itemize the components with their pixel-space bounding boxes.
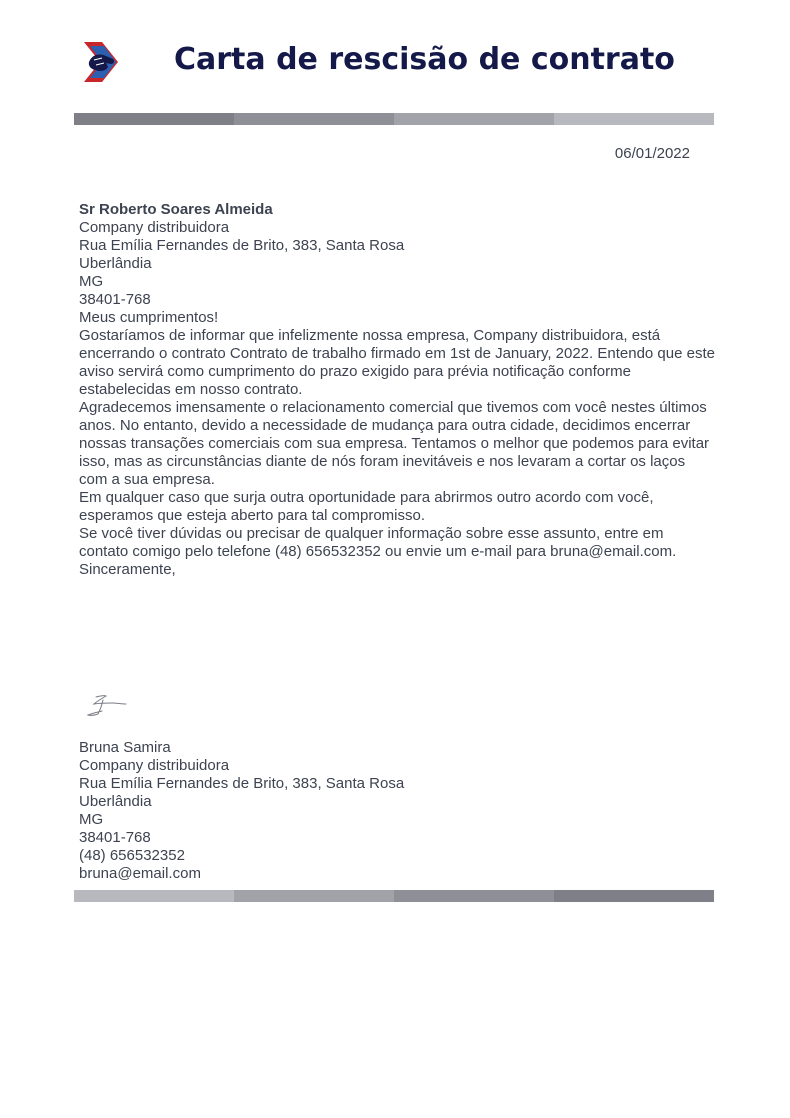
divider-segment xyxy=(394,890,554,902)
divider-segment xyxy=(554,890,714,902)
letter-body xyxy=(79,201,715,579)
recipient-street: Rua Emília Fernandes de Brito, 383, Santa Rosa xyxy=(79,237,405,254)
sender-block xyxy=(79,739,404,883)
divider-segment xyxy=(554,113,714,125)
divider-segment xyxy=(394,113,554,125)
closing: Sinceramente, xyxy=(79,561,176,578)
greeting: Meus cumprimentos! xyxy=(79,309,219,326)
recipient-company: Company distribuidora xyxy=(79,219,230,236)
sender-city: Uberlândia xyxy=(79,793,152,810)
letter-date: 06/01/2022 xyxy=(614,145,690,162)
page-title: Carta de rescisão de contrato xyxy=(174,42,675,77)
signature-image xyxy=(84,690,130,720)
paragraph: Gostaríamos de informar que infelizmente nossa empresa, Company distribuidora, está encerrando o contrato Contrato de trabalho firmado em 1st de January, 2022. Entendo que este aviso servirá como cumprimento do prazo exigido para prévia notificação conforme estabelecidas em nosso contrato. xyxy=(79,327,715,398)
divider-segment xyxy=(74,113,234,125)
sender-email: bruna@email.com xyxy=(79,865,201,882)
divider-segment xyxy=(234,113,394,125)
divider-segment xyxy=(234,890,394,902)
sender-company: Company distribuidora xyxy=(79,757,230,774)
recipient-city: Uberlândia xyxy=(79,255,152,272)
sender-state: MG xyxy=(79,811,104,828)
paragraph: Agradecemos imensamente o relacionamento comercial que tivemos com você nestes últimos anos. No entanto, devido a necessidade de mudança para outra cidade, decidimos encerrar nossas transações comerciais com sua empresa. Tentamos o melhor que podemos para evitar isso, mas as circunstâncias diante de nós foram inevitáveis e nos levaram a cortar os laços com a sua empresa. xyxy=(79,399,710,488)
recipient-state: MG xyxy=(79,273,104,290)
paragraph: Se você tiver dúvidas ou precisar de qualquer informação sobre esse assunto, entre em contato comigo pelo telefone (48) 656532352 ou envie um e-mail para bruna@email.com. xyxy=(79,525,677,560)
footer-divider-bar xyxy=(74,890,714,902)
recipient-name: Sr Roberto Soares Almeida xyxy=(79,201,273,218)
sender-phone: (48) 656532352 xyxy=(79,847,185,864)
sender-street: Rua Emília Fernandes de Brito, 383, Santa Rosa xyxy=(79,775,405,792)
recipient-zip: 38401-768 xyxy=(79,291,151,308)
header-divider-bar xyxy=(74,113,714,125)
paragraph: Em qualquer caso que surja outra oportunidade para abrirmos outro acordo com você, esperamos que esteja aberto para tal compromisso. xyxy=(79,489,654,524)
sender-zip: 38401-768 xyxy=(79,829,151,846)
divider-segment xyxy=(74,890,234,902)
handshake-icon xyxy=(82,40,120,84)
sender-name: Bruna Samira xyxy=(79,739,171,756)
